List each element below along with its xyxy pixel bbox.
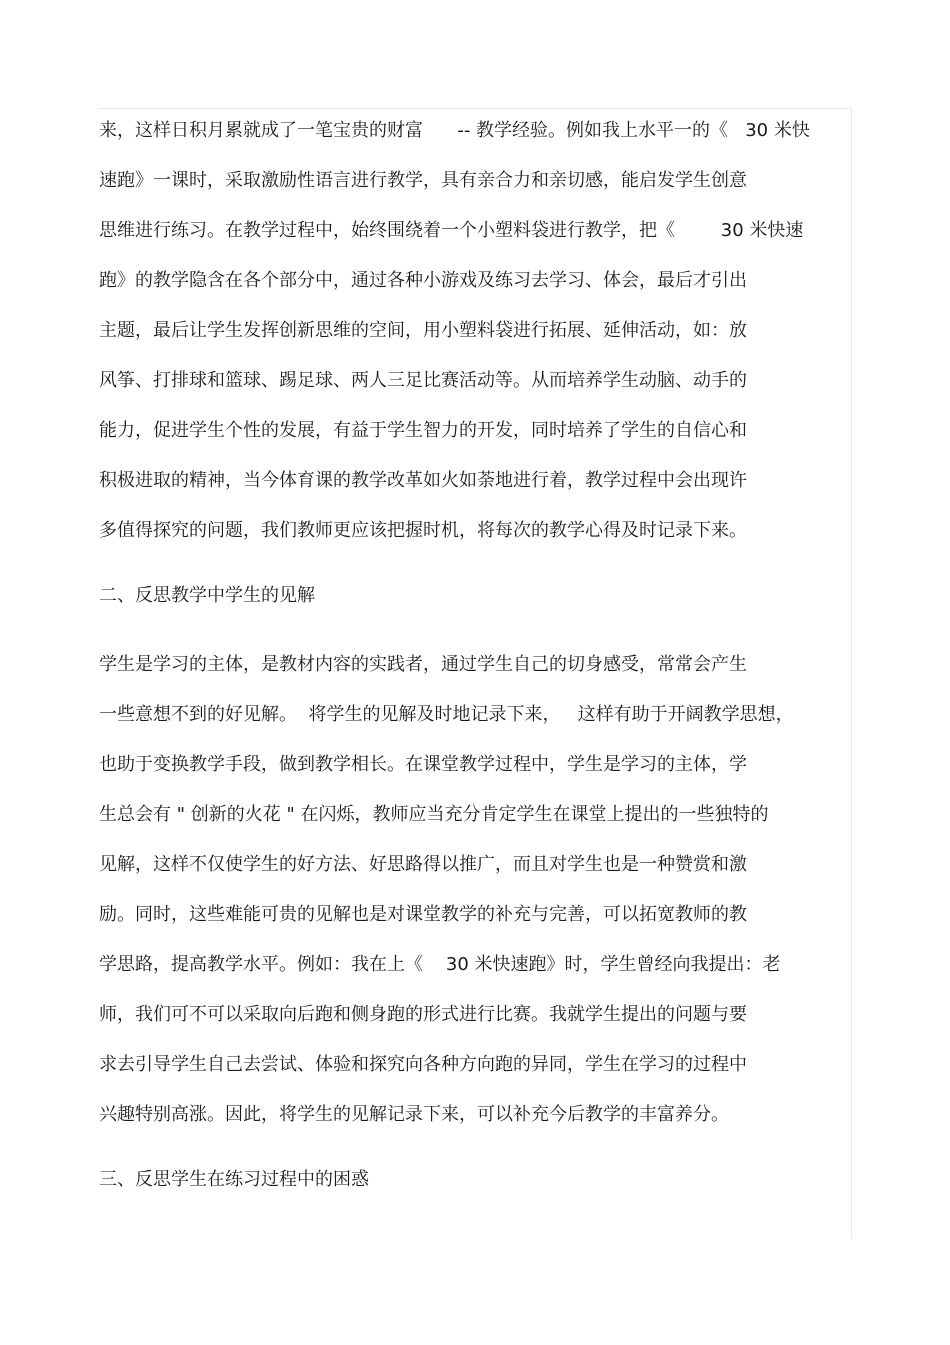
text-line: 一些意想不到的好见解。 将学生的见解及时地记录下来， 这样有助于开阔教学思想，: [99, 704, 794, 725]
text-line: 能力，促进学生个性的发展，有益于学生智力的开发，同时培养了学生的自信心和: [99, 420, 747, 441]
text-line: 思维进行练习。在教学过程中，始终围绕着一个小塑料袋进行教学，把《 30 米快速: [99, 220, 804, 241]
paragraph-student-insights: [99, 650, 851, 1150]
text-line: 主题，最后让学生发挥创新思维的空间，用小塑料袋进行拓展、延伸活动，如：放: [99, 320, 747, 341]
text-line: 风筝、打排球和篮球、踢足球、两人三足比赛活动等。从而培养学生动脑、动手的: [99, 370, 747, 391]
text-line: 跑》的教学隐含在各个部分中，通过各种小游戏及练习去学习、体会，最后才引出: [99, 270, 747, 291]
text-line: 来，这样日积月累就成了一笔宝贵的财富 -- 教学经验。例如我上水平一的《 30 米快: [99, 120, 810, 141]
section-heading-2: 二、反思教学中学生的见解: [99, 585, 315, 606]
page-frame-top-border: [98, 108, 852, 109]
text-line: 师，我们可不可以采取向后跑和侧身跑的形式进行比赛。我就学生提出的问题与要: [99, 1004, 747, 1025]
text-line: 求去引导学生自己去尝试、体验和探究向各种方向跑的异同，学生在学习的过程中: [99, 1054, 747, 1075]
document-body: [99, 116, 851, 1195]
text-line: 励。同时，这些难能可贵的见解也是对课堂教学的补充与完善，可以拓宽教师的教: [99, 904, 747, 925]
paragraph-teaching-experience: [99, 116, 851, 566]
section-heading-3: 三、反思学生在练习过程中的困惑: [99, 1169, 369, 1190]
text-line: 兴趣特别高涨。因此，将学生的见解记录下来，可以补充今后教学的丰富养分。: [99, 1104, 729, 1125]
text-line: 速跑》一课时，采取激励性语言进行教学，具有亲合力和亲切感，能启发学生创意: [99, 170, 747, 191]
text-line: 生总会有 " 创新的火花 " 在闪烁，教师应当充分肯定学生在课堂上提出的一些独特的: [99, 804, 769, 825]
text-line: 见解，这样不仅使学生的好方法、好思路得以推广，而且对学生也是一种赞赏和激: [99, 854, 747, 875]
text-line: 多值得探究的问题，我们教师更应该把握时机，将每次的教学心得及时记录下来。: [99, 520, 747, 541]
page-frame-right-border: [851, 108, 852, 1238]
text-line: 也助于变换教学手段，做到教学相长。在课堂教学过程中，学生是学习的主体，学: [99, 754, 747, 775]
text-line: 学思路，提高教学水平。例如：我在上《 30 米快速跑》时，学生曾经向我提出：老: [99, 954, 781, 975]
text-line: 积极进取的精神，当今体育课的教学改革如火如荼地进行着，教学过程中会出现许: [99, 470, 747, 491]
text-line: 学生是学习的主体，是教材内容的实践者，通过学生自己的切身感受，常常会产生: [99, 654, 747, 675]
